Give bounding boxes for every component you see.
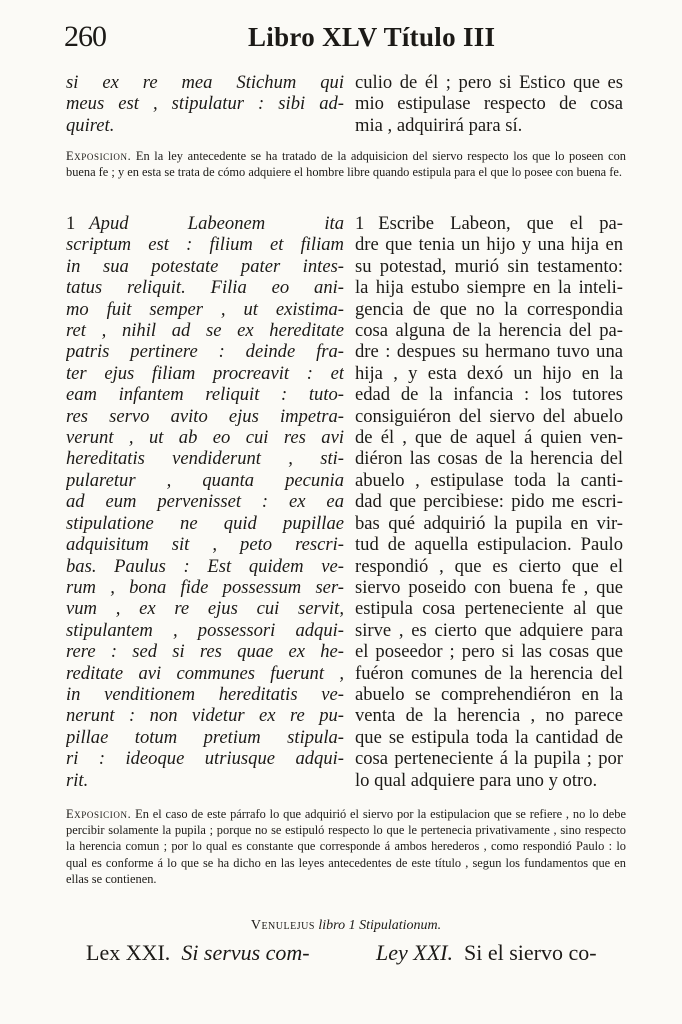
text-line: mio estipulase respecto de cosa bbox=[355, 93, 623, 115]
exposicion-label: Exposicion. bbox=[66, 807, 132, 821]
text-line: tatus reliquit. Filia eo ani- bbox=[66, 277, 344, 299]
text-line: siervo poseido con buena fe , que bbox=[355, 576, 623, 598]
text-line: rere : sed si res quae ex he- bbox=[66, 641, 344, 663]
text-line: scriptum est : filium et filiam bbox=[66, 234, 344, 256]
spanish-top-column bbox=[355, 72, 623, 136]
catchword-text: Si el siervo co- bbox=[463, 940, 597, 965]
text-line: diéron las cosas de la herencia del bbox=[355, 448, 623, 470]
text-line: stipulantem , possessori adqui- bbox=[66, 619, 344, 641]
text-line: res servo avito ejus impetra- bbox=[66, 405, 344, 427]
ley-number: Ley XXI. bbox=[376, 940, 453, 965]
exposicion-note-1 bbox=[66, 148, 626, 180]
text-line: in sua potestate pater intes- bbox=[66, 255, 344, 277]
text-line: de él , que de aquel á quien ven- bbox=[355, 427, 623, 449]
work-title: libro 1 Stipulationum. bbox=[318, 918, 442, 933]
text-line: dad que percibiese: pido me escri- bbox=[355, 491, 623, 513]
text-line: ter ejus filiam procreavit : et bbox=[66, 362, 344, 384]
text-line: tud de aquella estipulacion. Paulo bbox=[355, 534, 623, 556]
text-line: abuelo , estipulase toda la canti- bbox=[355, 469, 623, 491]
source-reference bbox=[66, 918, 626, 934]
text-line: meus est , stipulatur : sibi ad- bbox=[66, 93, 344, 115]
text-line: cosa alguna de la herencia del pa- bbox=[355, 320, 623, 342]
text-line: venta de la herencia , no parece bbox=[355, 705, 623, 727]
text-line: quiret. bbox=[66, 114, 115, 136]
text-line: reditate avi communes fuerunt , bbox=[66, 662, 344, 684]
text-line: vum , ex re ejus cui servit, bbox=[66, 598, 344, 620]
text-line: in venditionem hereditatis ve- bbox=[66, 683, 344, 705]
text-line: stipulatione ne quid pupillae bbox=[66, 512, 344, 534]
text-line: dre : despues su hermano tuvo una bbox=[355, 341, 623, 363]
text-line: bas qué adquirió la pupila en vir- bbox=[355, 512, 623, 534]
text-line: cosa perteneciente á la pupila ; por bbox=[355, 748, 623, 770]
text-line: la hija estubo siempre en la inteli- bbox=[355, 277, 623, 299]
text-line-content: Apud Labeonem ita bbox=[89, 213, 344, 234]
text-line: verunt , ut ab eo cui res avi bbox=[66, 427, 344, 449]
latin-main-column bbox=[66, 213, 344, 791]
running-title: Libro XLV Título III bbox=[248, 22, 496, 52]
text-line: abuelo se comprehendiéron en la bbox=[355, 683, 623, 705]
text-line: si ex re mea Stichum qui bbox=[66, 72, 344, 93]
text-line: el poseedor ; pero si las cosas que bbox=[355, 641, 623, 663]
text-line: que se estipula toda la cantidad de bbox=[355, 726, 623, 748]
text-line: lo qual adquiere para uno y otro. bbox=[355, 769, 598, 791]
text-line: edad de la infancia : los tutores bbox=[355, 384, 623, 406]
text-line: su potestad, murió sin testamento: bbox=[355, 255, 623, 277]
text-line: bas. Paulus : Est quidem ve- bbox=[66, 555, 344, 577]
text-line: culio de él ; pero si Estico que es bbox=[355, 72, 623, 93]
catchword-spanish bbox=[376, 940, 597, 966]
text-line: ad eum pervenisset : ex ea bbox=[66, 491, 344, 513]
lex-number: Lex XXI. bbox=[86, 940, 171, 965]
exposicion-text: En el caso de este párrafo lo que adquirió el siervo por la estipulacion que se refiere , no lo debe percibir solamente la pupila ; porque no se estipuló respecto lo que le pertenecia privativamente , sino respecto la herencia comun ; por lo qual es constante que corresponde á ambos herederos , como respondió Paulo : lo qual es conforme á lo que se ha dicho en las leyes antecedentes de este título , segun los fundamentos que en ellas se contienen. bbox=[66, 807, 626, 886]
text-line: sirve , es cierto que adquiere para bbox=[355, 619, 623, 641]
text-line: nerunt : non videtur ex re pu- bbox=[66, 705, 344, 727]
text-line-content: Escribe Labeon, que el pa- bbox=[378, 213, 623, 234]
paragraph-number: 1 bbox=[66, 213, 76, 234]
text-line: dre que tenia un hijo y una hija en bbox=[355, 234, 623, 256]
text-line: adquisitum sit , peto rescri- bbox=[66, 534, 344, 556]
exposicion-label: Exposicion. bbox=[66, 149, 132, 163]
latin-top-column bbox=[66, 72, 344, 136]
text-line: consiguiéron del siervo del abuelo bbox=[355, 405, 623, 427]
text-line: mia , adquirirá para sí. bbox=[355, 114, 523, 136]
jurist-name: Venulejus bbox=[250, 918, 315, 933]
text-line: gencia de que no la correspondia bbox=[355, 298, 623, 320]
paragraph-number: 1 bbox=[355, 213, 365, 234]
text-line: patris pertinere : deinde fra- bbox=[66, 341, 344, 363]
text-line: ri : ideoque utriusque adqui- bbox=[66, 748, 344, 770]
text-line: eam infantem reliquit : tuto- bbox=[66, 384, 344, 406]
exposicion-note-2 bbox=[66, 806, 626, 887]
spanish-main-column bbox=[355, 213, 623, 791]
catchword-latin bbox=[86, 940, 310, 966]
page-number: 260 bbox=[64, 20, 106, 53]
text-line: respondió , que es cierto que el bbox=[355, 555, 623, 577]
text-line: fuéron comunes de la herencia del bbox=[355, 662, 623, 684]
exposicion-text: En la ley antecedente se ha tratado de la adquisicion del siervo respecto los que lo poseen con buena fe ; y en esta se trata de cómo adquiere el hombre libre quando estipula para el que lo posee con buena fe. bbox=[66, 149, 626, 180]
page-header bbox=[64, 20, 634, 60]
text-line: rit. bbox=[66, 769, 89, 791]
catchword-text: Si servus com- bbox=[181, 940, 310, 965]
text-line: hija , y esta dexó un hijo en la bbox=[355, 362, 623, 384]
text-line: mo fuit semper , ut existima- bbox=[66, 298, 344, 320]
text-line: rum , bona fide possessum ser- bbox=[66, 576, 344, 598]
text-line: ret , nihil ad se ex hereditate bbox=[66, 320, 344, 342]
text-line: pillae totum pretium stipula- bbox=[66, 726, 344, 748]
text-line bbox=[355, 213, 623, 234]
text-line: pularetur , quanta pecunia bbox=[66, 469, 344, 491]
text-line bbox=[66, 213, 344, 234]
text-line: estipula cosa perteneciente al que bbox=[355, 598, 623, 620]
text-line: hereditatis vendiderunt , sti- bbox=[66, 448, 344, 470]
